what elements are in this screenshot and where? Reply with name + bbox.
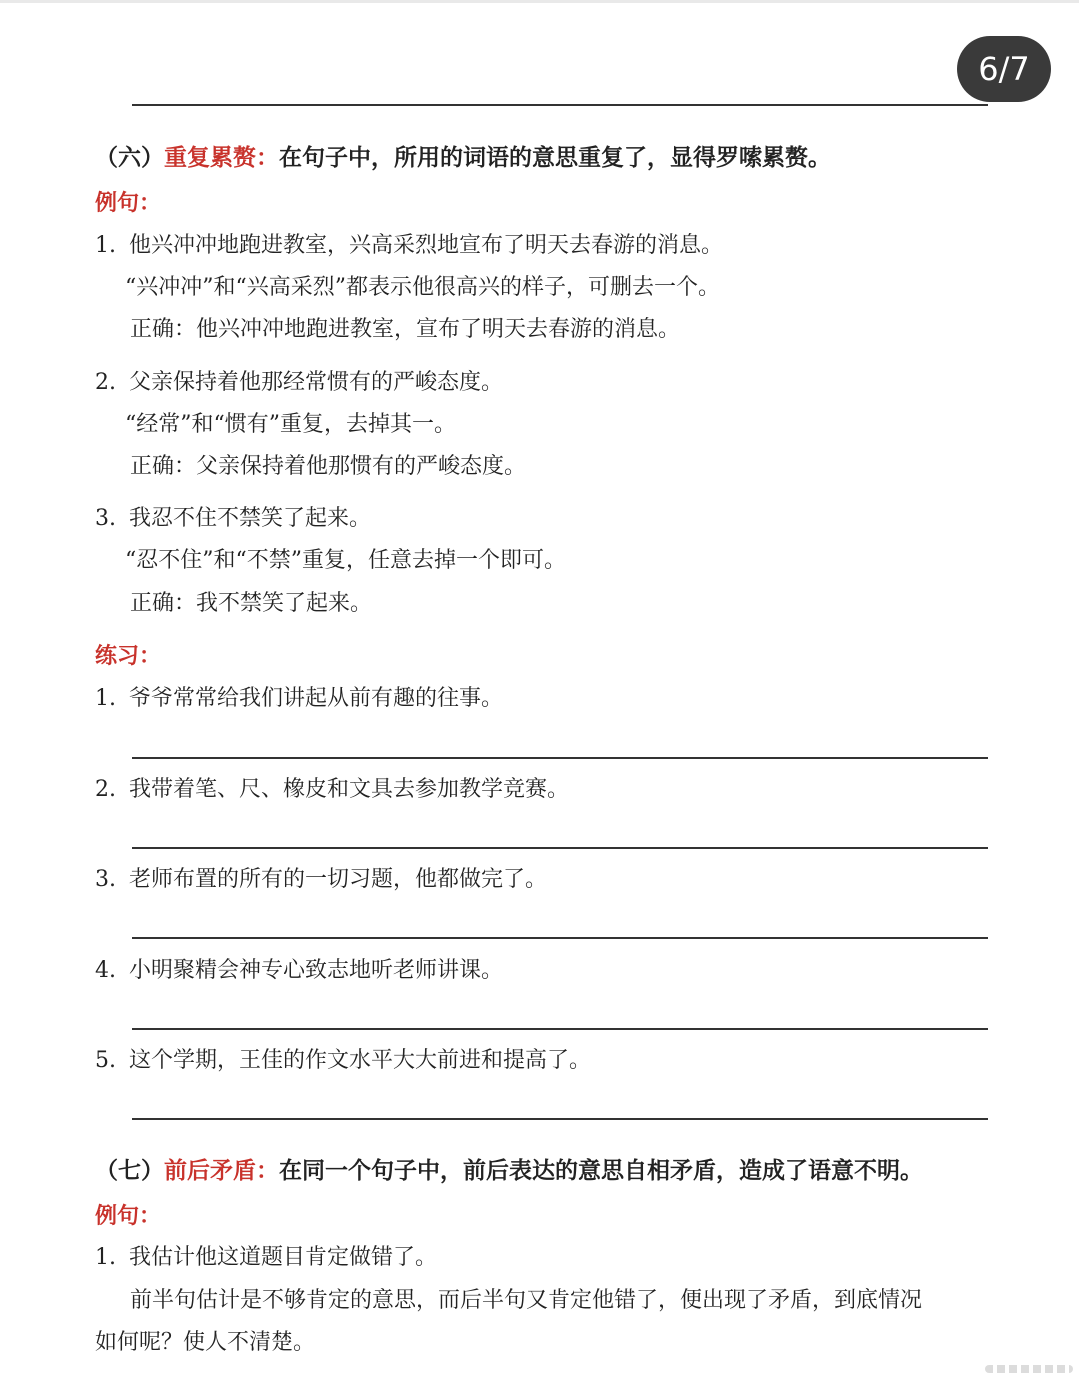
section7-title: 前后矛盾： <box>164 1157 279 1184</box>
example-sentence-text: 父亲保持着他那经常惯有的严峻态度。 <box>129 370 504 395</box>
answer-line <box>132 937 988 939</box>
section6-prefix: （六） <box>95 144 164 171</box>
practice-item <box>95 683 503 715</box>
practice-number: 5. <box>95 1048 116 1073</box>
practice-sentence: 我带着笔、尺、橡皮和文具去参加教学竞赛。 <box>129 777 570 802</box>
example-sentence <box>95 1242 437 1274</box>
practice-item <box>95 774 569 806</box>
example-number: 1. <box>95 1245 116 1270</box>
answer-line <box>132 1118 988 1120</box>
top-divider <box>0 0 1079 3</box>
section7-heading <box>95 1155 923 1187</box>
example-correction: 正确：我不禁笑了起来。 <box>130 591 373 616</box>
example-correction: 正确：父亲保持着他那惯有的严峻态度。 <box>130 454 527 479</box>
example-explanation: “经常”和“惯有”重复，去掉其一。 <box>125 412 456 437</box>
practice-number: 1. <box>95 686 116 711</box>
practice-sentence: 小明聚精会神专心致志地听老师讲课。 <box>129 958 504 983</box>
example-explanation: “兴冲冲”和“兴高采烈”都表示他很高兴的样子，可删去一个。 <box>125 275 720 300</box>
section6-description: 在句子中，所用的词语的意思重复了，显得罗嗦累赘。 <box>279 144 831 171</box>
example-sentence-text: 我忍不住不禁笑了起来。 <box>129 506 372 531</box>
practice-number: 3. <box>95 867 116 892</box>
section6-practice-label: 练习： <box>95 643 162 669</box>
practice-sentence: 老师布置的所有的一切习题，他都做完了。 <box>129 867 548 892</box>
section7-prefix: （七） <box>95 1157 164 1184</box>
example-number: 1. <box>95 233 116 258</box>
answer-line <box>132 1028 988 1030</box>
example-sentence-text: 他兴冲冲地跑进教室，兴高采烈地宣布了明天去春游的消息。 <box>129 233 724 258</box>
example-number: 3. <box>95 506 116 531</box>
answer-line <box>132 847 988 849</box>
example-explanation-continued: 如何呢？使人不清楚。 <box>95 1330 316 1355</box>
example-correction: 正确：他兴冲冲地跑进教室，宣布了明天去春游的消息。 <box>130 317 681 342</box>
practice-sentence: 爷爷常常给我们讲起从前有趣的往事。 <box>129 686 504 711</box>
example-explanation: 前半句估计是不够肯定的意思，而后半句又肯定他错了，便出现了矛盾，到底情况 <box>130 1288 923 1313</box>
section6-example-label: 例句： <box>95 190 162 216</box>
practice-item <box>95 955 503 987</box>
section6-title: 重复累赘： <box>164 144 279 171</box>
example-sentence <box>95 503 371 535</box>
practice-sentence: 这个学期，王佳的作文水平大大前进和提高了。 <box>129 1048 592 1073</box>
answer-line <box>132 757 988 759</box>
section7-example-label: 例句： <box>95 1203 162 1229</box>
watermark-dots <box>985 1365 1073 1373</box>
practice-number: 2. <box>95 777 116 802</box>
section7-description: 在同一个句子中，前后表达的意思自相矛盾，造成了语意不明。 <box>279 1157 923 1184</box>
example-sentence <box>95 230 723 262</box>
practice-item <box>95 864 547 896</box>
example-sentence-text: 我估计他这道题目肯定做错了。 <box>129 1245 438 1270</box>
practice-number: 4. <box>95 958 116 983</box>
example-number: 2. <box>95 370 116 395</box>
answer-line <box>132 104 988 106</box>
section6-heading <box>95 142 831 174</box>
example-sentence <box>95 367 503 399</box>
page-counter-badge: 6/7 <box>957 36 1051 102</box>
practice-item <box>95 1045 591 1077</box>
example-explanation: “忍不住”和“不禁”重复，任意去掉一个即可。 <box>125 548 566 573</box>
